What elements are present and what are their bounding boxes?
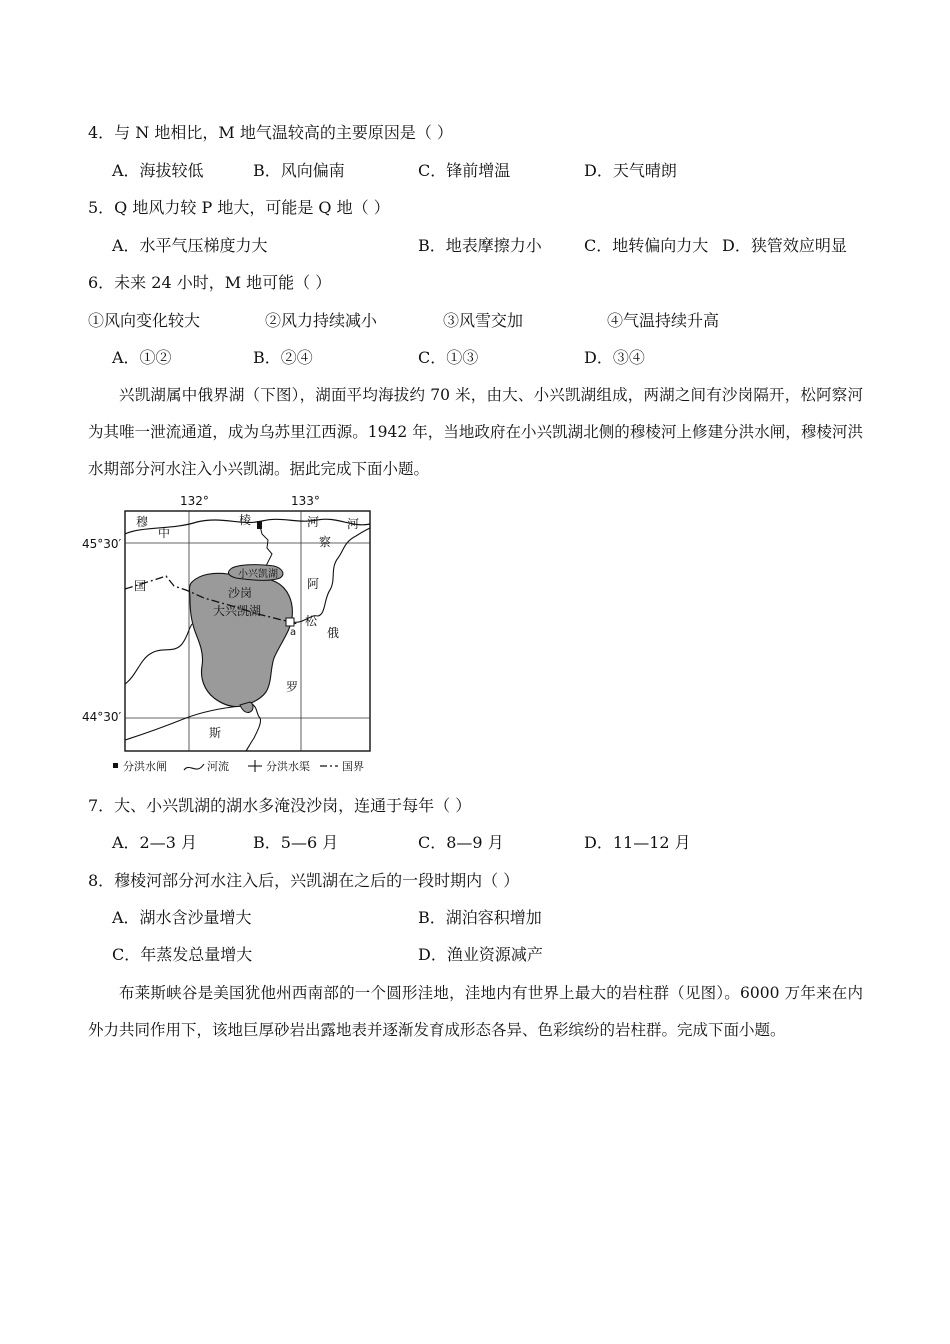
label-song: 松 (305, 614, 318, 628)
option-d[interactable]: D．渔业资源减产 (418, 945, 543, 964)
legend-river: 河流 (207, 760, 229, 773)
option-c[interactable]: C．地转偏向力大 (584, 236, 709, 255)
passage-xingkai-lake: 兴凯湖属中俄界湖（下图），湖面平均海拔约 70 米，由大、小兴凯湖组成，两湖之间有沙岗隔开，松阿察河为其唯一泄流通道，成为乌苏里江西源。1942 年，当地政府在小兴凯湖北侧的穆棱河上修建分洪水闸，穆棱河洪水期部分河水注入小兴凯湖。据此完成下面小题。 (88, 386, 863, 478)
label-e: 俄 (327, 626, 340, 640)
label-ling: 棱 (239, 513, 252, 527)
question-7-stem: 7．大、小兴凯湖的湖水多淹没沙岗，连通于每年（ ） (88, 796, 472, 815)
label-luo: 罗 (286, 680, 299, 694)
option-d[interactable]: D．狭管效应明显 (722, 236, 847, 255)
option-b[interactable]: B．地表摩擦力小 (418, 236, 542, 255)
xingkai-lake-map (82, 494, 382, 776)
question-6-stem: 6．未来 24 小时，M 地可能（ ） (88, 273, 332, 292)
statement-4: ④气温持续升高 (607, 311, 720, 330)
option-a[interactable]: A．2—3 月 (112, 833, 198, 852)
option-d[interactable]: D．11—12 月 (584, 833, 691, 852)
label-he-1: 河 (307, 515, 320, 529)
legend-gate: 分洪水闸 (123, 760, 167, 773)
lat-label-45-30: 45°30′ (82, 537, 122, 551)
lat-label-44-30: 44°30′ (82, 710, 122, 724)
statement-3: ③风雪交加 (443, 311, 524, 330)
label-point-a: a (290, 627, 297, 638)
map-legend (113, 759, 364, 773)
option-c[interactable]: C．年蒸发总量增大 (112, 945, 253, 964)
passage-bryce-canyon: 布莱斯峡谷是美国犹他州西南部的一个圆形洼地，洼地内有世界上最大的岩柱群（见图）。6000 万年来在内外力共同作用下，该地巨厚砂岩出露地表并逐渐发育成形态各异、色彩缤纷的岩柱群。完成下面小题。 (88, 984, 863, 1039)
option-b[interactable]: B．5—6 月 (253, 833, 339, 852)
label-a-char: 阿 (307, 577, 320, 591)
option-d[interactable]: D．③④ (584, 348, 645, 367)
point-a-marker (286, 618, 294, 626)
label-si: 斯 (209, 726, 222, 740)
option-a[interactable]: A．海拔较低 (112, 161, 204, 180)
label-guo: 国 (134, 579, 147, 593)
statement-2: ②风力持续减小 (265, 311, 378, 330)
option-c[interactable]: C．①③ (418, 348, 479, 367)
label-he-2: 河 (347, 517, 360, 531)
label-small-xingkai-lake: 小兴凯湖 (238, 569, 278, 580)
legend-river-icon (184, 764, 204, 770)
option-b[interactable]: B．风向偏南 (253, 161, 345, 180)
lon-label-132: 132° (180, 494, 209, 508)
option-b[interactable]: B．②④ (253, 348, 313, 367)
label-shagang: 沙岗 (228, 586, 253, 600)
option-c[interactable]: C．锋前增温 (418, 161, 511, 180)
legend-border: 国界 (342, 760, 364, 773)
option-a[interactable]: A．①② (112, 348, 172, 367)
legend-channel: 分洪水渠 (266, 760, 310, 773)
option-d[interactable]: D．天气晴朗 (584, 161, 677, 180)
label-mu: 穆 (136, 515, 149, 529)
flood-gate-icon (257, 521, 262, 529)
option-c[interactable]: C．8—9 月 (418, 833, 504, 852)
legend-gate-icon (113, 763, 118, 768)
option-b[interactable]: B．湖泊容积增加 (418, 908, 542, 927)
option-a[interactable]: A．湖水含沙量增大 (112, 908, 252, 927)
question-8-stem: 8．穆棱河部分河水注入后，兴凯湖在之后的一段时期内（ ） (88, 871, 520, 890)
option-a[interactable]: A．水平气压梯度力大 (112, 236, 268, 255)
statement-1: ①风向变化较大 (88, 311, 201, 330)
question-4-stem: 4．与 N 地相比，M 地气温较高的主要原因是（ ） (88, 123, 453, 142)
label-zhong: 中 (158, 526, 171, 540)
label-big-xingkai-lake: 大兴凯湖 (213, 604, 262, 618)
question-5-stem: 5．Q 地风力较 P 地大，可能是 Q 地（ ） (88, 198, 390, 217)
label-cha: 察 (319, 535, 332, 549)
lon-label-133: 133° (291, 494, 320, 508)
